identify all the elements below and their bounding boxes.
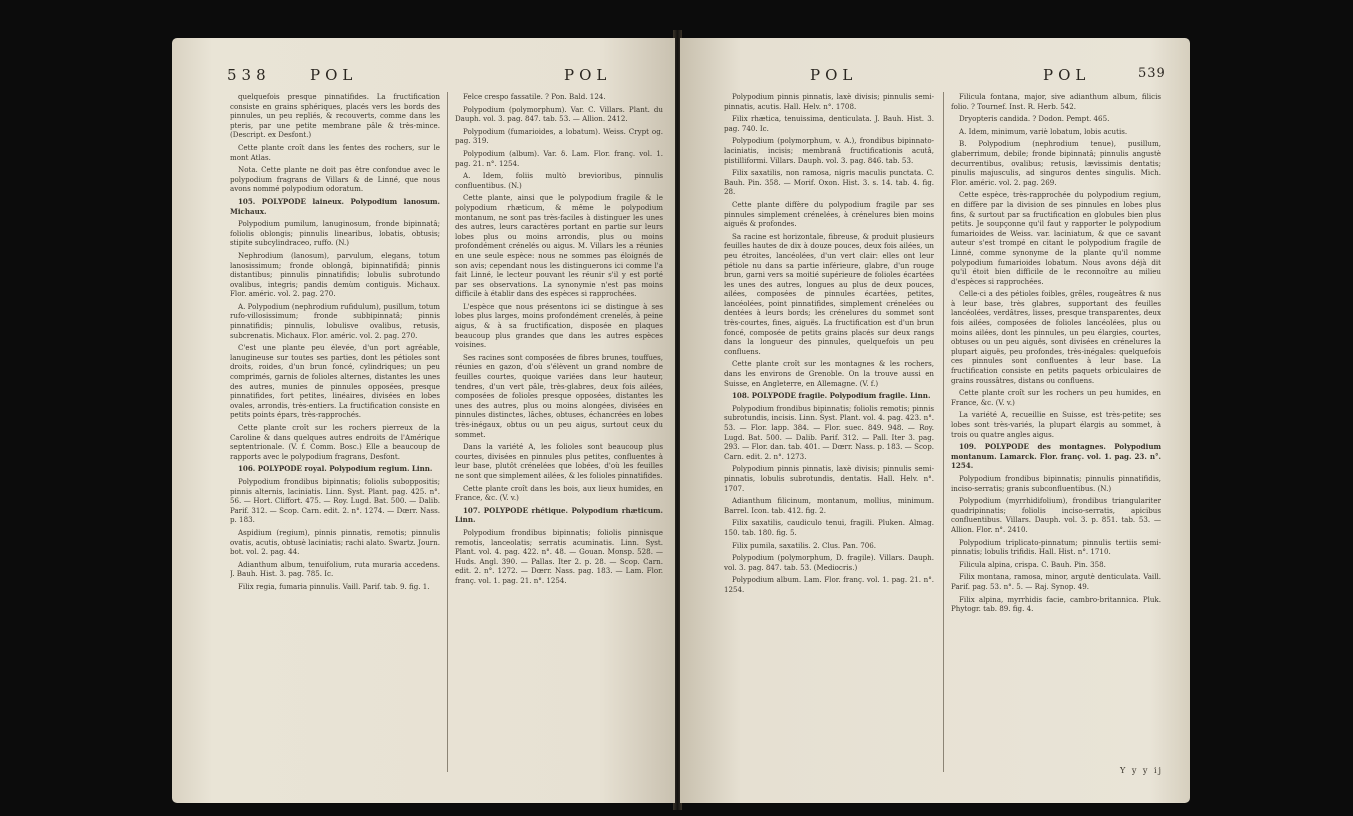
paragraph: Filicula alpina, crispa. C. Bauh. Pin. 358. [959,559,1106,569]
paragraph: Cette plante croît sur les rochers pierreux de la Caroline & dans quelques autres endroits de l'Amérique septentrionale. (V. f. Comm. Bosc.) Elle a beaucoup de rapports avec le polypodium fragrans, Desfont. [230,423,440,461]
paragraph: Polypodium (album). Var. δ. Lam. Flor. franç. vol. 1. pag. 21. n°. 1254. [455,148,663,168]
paragraph: Adianthum filicinum, montanum, mollius, minimum. Barrel. Icon. tab. 412. fig. 2. [724,496,934,515]
paragraph: 105. POLYPODE laineux. Polypodium lanosum. Michaux. [230,196,440,216]
paragraph: Cette plante croît sur les rochers un peu humides, en France, &c. (V. v.) [951,388,1161,407]
paragraph: Filix montana, ramosa, minor, argutè denticulata. Vaill. Parif. pag. 53. n°. 5. — Raj. Synop. 49. [951,572,1161,591]
paragraph: B. Polypodium (nephrodium tenue), pusillum, glaberrimum, debile; fronde bipinnatâ; pinnulis angustè decurrentibus, ovalibus; retusis, lævissimis dentatis; pinulis majusculis, ad singuros dentes singulis. Mich. Flor. améric. vol. 2. pag. 269. [951,139,1161,187]
running-head-left-2: POL [564,66,612,84]
paragraph: Filix saxatilis, caudiculo tenui, fragili. Pluken. Almag. 150. tab. 180. fig. 5. [724,518,934,537]
paragraph: quelquefois presque pinnatifides. La fructification consiste en grains sphériques, placés vers les bords des pinnules, un peu repliés, & recouverts, comme dans les pteris, par une petite membrane pâle & très-mince. (Descript. ex Desfont.) [230,92,440,140]
paragraph: Dans la variété A, les folioles sont beaucoup plus courtes, divisées en pinnules plus petites, confluentes à leur base, plutôt crénelées que lobées, d'où les feuilles ne sont que simplement ailées, & les folioles pinnatifides. [455,442,663,480]
paragraph: Polypodium frondibus bipinnatis; foliolis remotis; pinnis subrotundis, incisis. Linn. Syst. Plant. vol. 4. pag. 423. n°. 53. — Flor. lapp. 384. — Flor. suec. 849. 948. — Roy. Lugd. Bat. 500. — Dalib. Parif. 312. — Pall. Iter 3. pag. 293. — Flor. dan. tab. 401. — Dœrr. Nass. p. 183. — Scop. Carn. edit. 2. n°. 1273. [724,403,934,461]
paragraph: Filix alpina, myrrhidis facie, cambro-britannica. Pluk. Phytogr. tab. 89. fig. 4. [951,594,1161,614]
paragraph: A. Polypodium (nephrodium rufidulum), pusillum, totum rufo-villosissimum; fronde subbipinnatâ; pinnis pinnatifidis; pinnulis, lobulisve ovalibus, retusis, subcrenatis. Michaux. Flor. améric. vol. 2. pag. 270. [230,301,440,340]
paragraph: Aspidium (regium), pinnis pinnatis, remotis; pinnulis ovatis, acutis, obtusè laciniatis; rachi alato. Swartz. Journ. bot. vol. 2. pag. 44. [230,527,440,557]
paragraph: Cette espèce, très-rapprochée du polypodium regium, en diffère par la division de ses pinnules en lobes plus fins, & surtout par sa fructification en globules bien plus petits. Je soupçonne qu'il faut y rapporter le polypodium fumarioides de Weiss. var. laciniatum, & que ce savant auteur s'est trompé en citant le polypodium fragile de Linné, comme synonyme de la plante qu'il nomme polypodium fumarioides lobatum. Nous avons déjà dit qu'il étoit bien difficile de le reconnoître au milieu d'espèces si rapprochées. [951,190,1161,286]
running-head-left-1: POL [310,66,358,84]
paragraph: Polypodium (polymorphum, v. A.), frondibus bipinnato-laciniatis, incisis; membranâ fructificationis acutâ, pistilliformi. Villars. Dauph. vol. 3. pag. 846. tab. 53. [724,136,934,165]
paragraph: Polypodium pumilum, lanuginosum, fronde bipinnatâ; foliolis oblongis; pinnulis linearibus, lobatis, obtusis; stipite subcylindraceo, ruffo. (N.) [230,219,440,248]
paragraph: Adianthum album, tenuifolium, ruta muraria accedens. J. Bauh. Hist. 3. pag. 785. Ic. [230,559,440,579]
paragraph: 107. POLYPODE rhétique. Polypodium rhæticum. Linn. [455,505,663,525]
paragraph: Filix regia, fumaria pinnulis. Vaill. Parif. tab. 9. fig. 1. [238,581,430,591]
paragraph: Ses racines sont composées de fibres brunes, touffues, réunies en gazon, d'où s'élèvent un grand nombre de feuilles courtes, quoique variées dans leur hauteur, tendres, d'un vert pâle, très-glabres, deux fois ailées, composées de folioles presque opposées, distantes les unes des autres, plus ou moins alongées, divisées en pinnules distinctes, lâches, obtuses, échancrées en lobes très-inégaux, obtus ou un peu aigus, surtout ceux du sommet. [455,352,663,439]
paragraph: C'est une plante peu élevée, d'un port agréable, lanugineuse sur toutes ses parties, dont les pétioles sont droits, roides, d'un brun foncé, cylindriques; un peu comprimés, garnis de folioles alternes, distantes les unes des autres, munies de pinnules opposées, presque pinnatifides, fort petites, linéaires, divisées en lobes ovales, arrondis, très-entiers. La fructification consiste en petits points épars, très-rapprochés. [230,343,440,420]
paragraph: Polypodium frondibus bipinnatis; foliolis suboppositis; pinnis alternis, laciniatis. Linn. Syst. Plant. pag. 425. n°. 56. — Hort. Cliffort. 475. — Roy. Lugd. Bat. 500. — Dalib. Parif. 312. — Scop. Carn. edit. 2. n°. 1274. — Dœrr. Nass. p. 183. [230,476,440,525]
paragraph: Filix saxatilis, non ramosa, nigris maculis punctata. C. Bauh. Pin. 358. — Morif. Oxon. Hist. 3. s. 14. tab. 4. fig. 28. [724,168,934,197]
left-page [172,38,675,803]
right-page [680,38,1190,803]
paragraph: Cette plante croît sur les montagnes & les rochers, dans les environs de Grenoble. On la trouve aussi en Suisse, en Angleterre, en Allemagne. (V. f.) [724,359,934,388]
paragraph: La variété A, recueillie en Suisse, est très-petite; ses lobes sont très-variés, la plupart élargis au sommet, à trois ou quatre angles aigus. [951,410,1161,439]
column-rule-right [943,92,944,772]
paragraph: Nephrodium (lanosum), parvulum, elegans, totum lanosissimum; fronde oblongâ, bipinnatifidâ; pinnis distantibus; pinnulis pinnatifidis; lobulis subrotundo ovalibus, integris; pandis demùm contiguis. Michaux. Flor. améric. vol. 2. pag. 270. [230,250,440,299]
column-rule-left [447,92,448,772]
paragraph: Polypodium pinnis pinnatis, laxè divisis; pinnulis semi-pinnatis, lobulis subrotundis, dentatis. Hall. Helv. n°. 1707. [724,464,934,493]
paragraph: A. Idem, foliis multò brevioribus, pinnulis confluentibus. (N.) [455,171,663,190]
paragraph: Polypodium (polymorphum). Var. C. Villars. Plant. du Dauph. vol. 3. pag. 847. tab. 53. — Allion. 2412. [455,104,663,124]
paragraph: 106. POLYPODE royal. Polypodium regium. Linn. [238,464,433,474]
paragraph: L'espèce que nous présentons ici se distingue à ses lobes plus larges, moins profondément crenelés, à peine aigus, & à sa fructification, disposée en plaques beaucoup plus grandes que dans les autres espèces voisines. [455,301,663,350]
page-number-left: 538 [227,66,271,84]
paragraph: Polypodium frondibus bipinnatis; foliolis pinnisque remotis, lanceolatis; serratis acuminatis. Linn. Syst. Plant. vol. 4. pag. 422. n°. 48. — Gouan. Monsp. 528. — Huds. Angl. 390. — Pallas. Iter 2. p. 28. — Scop. Carn. edit. 2. n°. 1272. — Dœrr. Nass. pag. 183. — Lam. Flor. franç. vol. 1. pag. 21. n°. 1254. [455,527,663,585]
paragraph: Felce crespo fassatile. ? Pon. Bald. 124. [463,92,606,101]
paragraph: A. Idem, minimum, variè lobatum, lobis acutis. [959,126,1128,136]
paragraph: Polypodium (polymorphum, D. fragile). Villars. Dauph. vol. 3. pag. 847. tab. 53. (Mediocris.) [724,553,934,572]
right-column-1 [724,92,934,792]
running-head-right-2: POL [1043,66,1091,84]
paragraph: Celle-ci a des pétioles foibles, grêles, rougeâtres & nus à leur base, très glabres, supportant des feuilles lancéolées, verdâtres, lisses, presque transparentes, deux fois ailées, composées de folioles lancéolées, plus ou moins ailées, dont les pinnules, un peu élargies, courtes, obtuses ou un peu aiguës, sont divisées en crénelures la plupart aiguës, peu profondes, très-inégales: quelquefois ces pinnules sont confluentes à leur base. La fructification consiste en petits paquets orbiculaires de grains roussâtres, distans ou confluens. [951,289,1161,385]
paragraph: Nota. Cette plante ne doit pas être confondue avec le polypodium fragrans de Villars & de Linné, que nous avons nommé polypodium odoratum. [230,165,440,194]
right-column-2 [951,92,1161,792]
paragraph: Cette plante croît dans les fentes des rochers, sur le mont Atlas. [230,142,440,162]
paragraph: Filicula fontana, major, sive adianthum album, filicis folio. ? Tournef. Inst. R. Herb. 542. [951,92,1161,111]
paragraph: Cette plante, ainsi que le polypodium fragile & le polypodium rhæticum, & même le polypodium montanum, ne sont pas très-faciles à distinguer les unes des autres, leurs caractères portant en partie sur leurs lobes plus ou moins arrondis, plus ou moins profondément crénelés ou aigus. M. Villars les a réunies en une seule espèce: nous ne sommes pas éloignés de son avis; cependant nous les distinguerons ici comme l'a fait Linné, le lecteur pouvant les réunir s'il y est porté par ses observations. La synonymie n'est pas moins difficile à établir dans des espèces si rapprochées. [455,193,663,299]
paragraph: Filix pumila, saxatilis. 2. Clus. Pan. 706. [732,540,876,550]
paragraph: Cette plante croît dans les bois, aux lieux humides, en France, &c. (V. v.) [455,483,663,503]
paragraph: Cette plante diffère du polypodium fragile par ses pinnules simplement crénelées, à crénelures bien moins aiguës & profondes. [724,199,934,229]
paragraph: Polypodium (myrrhidifolium), frondibus triangulariter quadripinnatis; foliolis inciso-serratis, apicibus confluentibus. Villars. Dauph. vol. 3. p. 851. tab. 53. — Allion. Flor. n°. 2410. [951,496,1161,534]
paragraph: Polypodium pinnis pinnatis, laxè divisis; pinnulis semi-pinnatis, acutis. Hall. Helv. n°. 1708. [724,92,934,111]
left-column-2 [455,92,663,792]
left-column-1 [230,92,440,792]
signature-mark: Y y y ij [1120,766,1163,775]
paragraph: Sa racine est horizontale, fibreuse, & produit plusieurs feuilles hautes de dix à douze pouces, deux fois ailées, un peu étroites, lancéolées, d'un vert clair: elles ont leur pétiole nu dans sa partie inférieure, glabre, d'un rouge brun, garni vers sa moitié supérieure de folioles écartées les unes des autres, longues au plus de deux pouces, ailées, composées de pinnules écartées, petites, lancéolées, point pinnatifides, simplement crénelées ou dentées à leurs bords; les crénelures du sommet sont très-courtes, fines, aiguës. La fructification est d'un brun foncé, composée de petits grains placés sur deux rangs dans la longueur des pinnules, quelquefois un peu confluens. [724,231,934,356]
paragraph: 109. POLYPODE des montagnes. Polypodium montanum. Lamarck. Flor. franç. vol. 1. pag. 23. n°. 1254. [951,442,1161,471]
paragraph: Polypodium triplicato-pinnatum; pinnulis tertiis semi-pinnatis; lobulis trifidis. Hall. Hist. n°. 1710. [951,537,1161,557]
paragraph: Dryopteris candida. ? Dodon. Pempt. 465. [959,114,1110,124]
paragraph: Polypodium album. Lam. Flor. franç. vol. 1. pag. 21. n°. 1254. [724,575,934,594]
page-number-right: 539 [1138,66,1166,81]
running-head-right-1: POL [810,66,858,84]
paragraph: Filix rhætica, tenuissima, denticulata. J. Bauh. Hist. 3. pag. 740. Ic. [724,114,934,133]
paragraph: Polypodium frondibus bipinnatis; pinnulis pinnatifidis, inciso-serratis; granis subconfluentibus. (N.) [951,473,1161,493]
paragraph: Polypodium (fumarioides, a lobatum). Weiss. Crypt og. pag. 319. [455,126,663,146]
paragraph: 108. POLYPODE fragile. Polypodium fragile. Linn. [732,391,931,401]
